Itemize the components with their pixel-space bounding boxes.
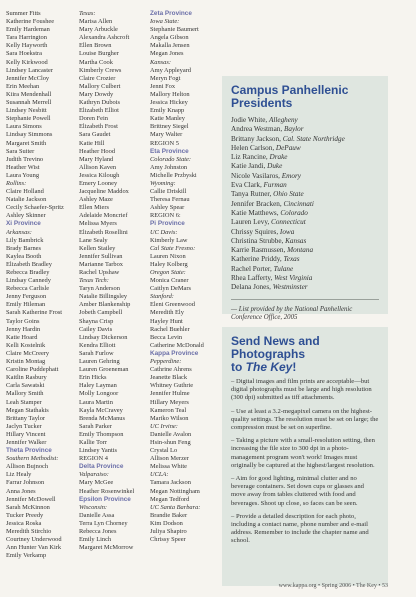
president-name: Chrissy Squires,	[231, 227, 280, 236]
member-name: Jaclyn Tucker	[6, 422, 42, 430]
president-entry	[231, 181, 379, 190]
province-heading: Xi Province	[6, 220, 41, 228]
president-entry	[231, 135, 379, 144]
guideline-paragraph: – Provide a detailed description for each photo, including a contact name, phone number and e-mail address. Remember to include the chapter name and school.	[231, 512, 369, 545]
region-label: REGION 4	[79, 455, 108, 463]
member-name: Lindsey Nesbitt	[6, 107, 47, 115]
member-name: Lindsay Cannedy	[6, 277, 51, 285]
send-news-box	[222, 327, 388, 586]
member-name: Hillary Vincent	[6, 430, 46, 438]
president-school: Drake	[269, 153, 288, 162]
member-name: Laura Martin	[79, 398, 113, 406]
president-entry	[231, 237, 379, 246]
member-name: Sara Suiter	[6, 147, 35, 155]
member-name: Amy Appleyard	[150, 66, 191, 74]
president-name: Liz Rancine,	[231, 153, 270, 162]
school-label: Valparaiso:	[79, 471, 109, 479]
president-name: Helen Carlson,	[231, 143, 276, 152]
guideline-paragraph: – Use at least a 3.2-megapixel camera on the highest-quality settings. The resolution must be set on large; the compression must be set on superfine.	[231, 407, 379, 432]
presidents-source-note: — List provided by the National Panhellenic Conference Office, 2005	[231, 305, 353, 322]
member-name: Ellen Miers	[79, 204, 109, 212]
president-name: Jennifer Bracken,	[231, 199, 284, 208]
divider	[231, 299, 379, 300]
guideline-paragraph: – Digital images and film prints are acceptable—but digital photographs must be large and high resolution (300 dpi) submitted as tiff attachments.	[231, 378, 372, 402]
guideline-paragraph: – Taking a picture with a small-resolution setting, then increasing the file size to 300 dpi in a photo-management program won't work! Images must originally be captured at the highest/largest resolution.	[231, 437, 375, 469]
member-name: Brandie Baker	[150, 511, 188, 519]
member-name: Marianne Tarbox	[79, 260, 123, 268]
member-name: Laura Simons	[6, 123, 42, 131]
member-name: Danielle Avalon	[150, 430, 192, 438]
member-name: Amber Blankenship	[79, 301, 131, 309]
president-entry	[231, 255, 379, 264]
panhellenic-presidents-box	[222, 76, 388, 322]
president-name: Tanya Rutner,	[231, 190, 274, 199]
president-entry	[231, 246, 379, 255]
member-name: Claire McCreery	[6, 349, 50, 357]
president-name: Delana Jones,	[231, 283, 273, 292]
member-name: Leah Stamper	[6, 398, 42, 406]
president-name: Katie Matthews,	[231, 208, 281, 217]
school-label: Southern Methodist:	[6, 455, 59, 463]
member-name: Kendra Elliott	[79, 341, 116, 349]
member-name: Tucker Preedy	[6, 511, 44, 519]
member-name: Brenda McManus	[79, 414, 125, 422]
school-label: UC Santa Barbara:	[150, 503, 201, 511]
member-name: Jennifer McCloy	[6, 74, 50, 82]
send-news-title	[231, 335, 388, 374]
member-name: Elizabeth Bradley	[6, 260, 52, 268]
province-heading: Eta Province	[150, 147, 189, 155]
member-name: Jenni Fox	[150, 82, 176, 90]
president-school: Texas	[283, 255, 300, 264]
president-entry	[231, 172, 379, 181]
member-name: Katie Hill	[79, 139, 105, 147]
school-label: Rollins:	[6, 179, 27, 187]
member-name: Cailey Davis	[79, 325, 113, 333]
member-name: Jennifer Sullivan	[79, 252, 123, 260]
region-label: REGION 5	[150, 139, 179, 147]
member-name: Allison Bujnoch	[6, 463, 49, 471]
member-name: Melissa White	[150, 463, 187, 471]
president-school: Allegheny	[269, 116, 298, 124]
president-entry	[231, 116, 379, 125]
member-name: Sarah McKinnon	[6, 503, 50, 511]
member-name: Lily Bambrick	[6, 236, 44, 244]
member-name: Summer Fitts	[6, 10, 41, 17]
member-name: Lindsay Simmons	[6, 131, 53, 139]
member-name: Taryn Anderson	[79, 285, 120, 293]
member-name: Shayna Crisp	[79, 317, 114, 325]
member-name: Elizabeth Elliot	[79, 107, 119, 115]
member-name: Emily Verkamp	[6, 552, 47, 560]
member-name: Heather Wist	[6, 163, 40, 171]
member-name: Rebecca Carlisle	[6, 285, 50, 293]
member-name: Judith Trevino	[6, 155, 44, 163]
member-name: Jeanette Black	[150, 374, 188, 382]
president-name: Katherine Priddy,	[231, 255, 284, 264]
president-school: Montana	[287, 246, 314, 255]
page-footer: www.kappa.org • Spring 2006 • The Key • 53	[278, 583, 388, 589]
member-name: Mary Arbuckle	[79, 26, 118, 34]
member-name: Emily Hileman	[6, 301, 46, 309]
school-label: Stanford:	[150, 293, 174, 301]
member-name: Martha Cook	[79, 58, 113, 66]
member-name: Marisa Allen	[79, 18, 113, 26]
province-heading: Delta Province	[79, 463, 124, 471]
school-label: Wisconsin:	[79, 503, 108, 511]
president-school: Furman	[263, 181, 287, 190]
member-name: Allison Kaven	[79, 163, 117, 171]
member-name: Laura Young	[6, 171, 40, 179]
send-title-em: The Key	[245, 360, 293, 374]
member-name: Elizabeth Frost	[79, 123, 118, 131]
member-name: Terra Lyn Chorney	[79, 519, 128, 527]
member-name: Jacqueline Maddox	[79, 188, 129, 196]
member-name: Emery Looney	[79, 179, 118, 187]
province-heading: Kappa Province	[150, 349, 199, 357]
member-name: Katherine Foushee	[6, 18, 55, 26]
president-school: Connecticut	[271, 218, 306, 227]
member-name: Juliya Shapiro	[150, 528, 187, 535]
president-school: Kansas	[285, 236, 307, 245]
member-name: Kaylea Booth	[6, 252, 42, 260]
member-name: Kallie Torr	[79, 438, 108, 446]
member-name: Brittany Taylor	[6, 414, 46, 422]
president-name: Karrie Rasmussen,	[231, 246, 288, 255]
member-name: Kimberly Law	[150, 236, 188, 244]
member-name: Mallory Culbert	[79, 82, 121, 90]
member-name: Kelli Kostelnik	[6, 341, 46, 349]
member-name: Heather Hood	[79, 147, 116, 155]
member-name: Hillary Meyers	[150, 398, 189, 406]
president-school: Westminster	[272, 283, 308, 292]
member-name: Hsin-shun Feng	[150, 438, 191, 446]
school-label: UC Irvine:	[150, 422, 178, 430]
member-name: Chrissy Speer	[150, 536, 186, 544]
send-title-line1: Send News and Photographs	[231, 334, 320, 361]
member-name: Angela Gibson	[150, 34, 189, 42]
member-name: Kaitlin Rasbury	[6, 374, 47, 382]
member-name: Melissa Myers	[79, 220, 117, 228]
school-label: Arkansas:	[6, 228, 32, 236]
member-name: Mariko Wilson	[150, 414, 189, 422]
member-name: Natalie Jackson	[6, 196, 47, 204]
member-name: Allison Merzer	[150, 455, 189, 463]
member-name: Jennifer Walker	[6, 438, 47, 446]
member-name: Jennifer Hulme	[150, 390, 190, 398]
member-name: Heather Rosenwinkel	[79, 487, 135, 495]
member-name: Jessica Hickey	[150, 99, 188, 107]
name-column-1	[6, 10, 76, 560]
member-name: Tara Harrington	[6, 34, 47, 42]
member-name: Emily Thompson	[79, 430, 124, 438]
send-title-suffix: !	[292, 360, 297, 374]
member-name: Sarah Katherine Frost	[6, 309, 63, 317]
member-name: Meredith Ely	[150, 309, 184, 317]
president-entry	[231, 274, 379, 283]
member-name: Theresa Fernau	[150, 196, 190, 204]
member-name: Susannah Merrell	[6, 99, 52, 107]
president-entry	[231, 218, 379, 227]
member-name: Stephanie Baumert	[150, 26, 199, 34]
president-name: Andrea Westman,	[231, 125, 284, 134]
school-label: Kansas:	[150, 58, 171, 66]
president-school: Cincinnati	[283, 199, 314, 208]
school-label: Cal State Fresno:	[150, 244, 196, 252]
member-name: Megan Nottingham	[150, 487, 200, 495]
member-name: Jessica Kilough	[79, 171, 120, 179]
member-name: Makalla Jensen	[150, 42, 190, 50]
member-name: Kiira Mendenhall	[6, 90, 52, 98]
member-name: Caroline Puddephatt	[6, 366, 59, 374]
member-name: Louise Burgher	[79, 50, 119, 58]
member-name: Molly Longoor	[79, 390, 119, 398]
member-name: Ann Hunter Van Kirk	[6, 544, 62, 552]
member-name: Kayla McCravey	[79, 406, 123, 414]
member-name: Sarah Furlow	[79, 349, 114, 357]
member-name: Kellen Stailey	[79, 244, 116, 252]
member-name: Ellen Brown	[79, 42, 112, 50]
member-name: Amy Johnston	[150, 163, 188, 171]
member-name: Mary Walter	[150, 131, 183, 139]
president-entry	[231, 125, 379, 134]
member-name: Meryn Fogt	[150, 74, 181, 82]
member-name: Sara Hoekstra	[6, 50, 43, 58]
school-label: Iowa State:	[150, 18, 180, 26]
president-school: DePauw	[275, 143, 301, 152]
member-name: Kameron Teal	[150, 406, 187, 414]
school-label: Colorado State:	[150, 155, 192, 163]
member-name: Stephanie Powell	[6, 115, 51, 123]
presidents-list	[231, 116, 379, 293]
member-name: Kimberly Crews	[79, 66, 122, 74]
member-name: Katie Hoard	[6, 333, 38, 341]
member-name: Mary McGee	[79, 479, 114, 487]
president-name: Katie Jandi,	[231, 162, 268, 171]
member-name: Megan Jones	[150, 50, 184, 58]
member-name: Kim Dodson	[150, 519, 183, 527]
member-name: Emily Hardeman	[6, 26, 50, 34]
president-school: Duke	[267, 162, 283, 171]
member-name: Rebecca Bradley	[6, 269, 50, 276]
member-name: Carla Sawatski	[6, 382, 45, 390]
president-entry	[231, 153, 379, 162]
member-name: Mary Hyland	[79, 155, 114, 163]
president-school: Cal. State Northridge	[282, 134, 345, 143]
president-entry	[231, 200, 379, 209]
member-name: Kristin Montag	[6, 358, 46, 366]
president-entry	[231, 228, 379, 237]
member-name: Lindsay Dickerson	[79, 333, 128, 341]
president-name: Nicole Vasilaros,	[231, 171, 282, 180]
president-name: Christina Strubbe,	[231, 236, 286, 245]
presidents-title: Campus Panhellenic Presidents	[231, 83, 349, 110]
name-column-2	[79, 10, 149, 552]
member-name: Sarah Parker	[79, 422, 112, 430]
member-name: Catherine McDonald	[150, 341, 204, 349]
president-name: Rachel Porter,	[231, 264, 274, 273]
member-name: Liz Healy	[6, 471, 32, 479]
president-name: Lauren Levy,	[231, 218, 272, 227]
president-entry	[231, 190, 379, 199]
member-name: Haley Layman	[79, 382, 117, 390]
member-name: Emily Linch	[79, 536, 112, 544]
member-name: Cecily Schaefer-Spritz	[6, 204, 64, 212]
member-name: Mallory Helton	[150, 90, 190, 98]
member-name: Callie Driskill	[150, 188, 187, 196]
member-name: Caitlyn DeMars	[150, 285, 191, 293]
member-name: Elizabeth Rosellini	[79, 228, 128, 236]
member-name: Katie Manley	[150, 115, 185, 123]
member-name: Michelle Przbyski	[150, 171, 197, 179]
member-name: Haley Kolberg	[150, 260, 188, 268]
member-name: Ashley Spear	[150, 204, 185, 212]
school-label: Oregon State:	[150, 269, 186, 276]
region-label: REGION 6:	[150, 212, 181, 220]
member-name: Hayley Hunt	[150, 317, 183, 325]
school-label: Pepperdine:	[150, 358, 182, 366]
member-name: Rachel Buehler	[150, 325, 190, 333]
member-name: Claire Crozier	[79, 74, 116, 82]
member-name: Becca Levin	[150, 333, 183, 341]
member-name: Whitney Guthrie	[150, 382, 194, 390]
member-name: Ashley Maze	[79, 196, 113, 204]
president-school: Emory	[281, 171, 301, 180]
member-name: Emily Knapp	[150, 107, 185, 115]
province-heading: Theta Province	[6, 447, 52, 455]
member-name: Margaret McMorrow	[79, 544, 134, 552]
president-entry	[231, 144, 379, 153]
member-name: Erin Hicks	[79, 374, 107, 382]
member-name: Courtney Underwood	[6, 536, 62, 544]
president-name: Rhea Lafferty,	[231, 274, 275, 283]
member-name: Lauren Groeneman	[79, 366, 129, 374]
member-name: Tamara Jackson	[150, 479, 191, 487]
member-name: Lindsey Yantis	[79, 447, 117, 455]
member-name: Lauren Gehring	[79, 358, 120, 366]
member-name: Crystal Lo	[150, 447, 178, 455]
member-name: Sara Gaudet	[79, 131, 111, 139]
send-title-prefix: to	[231, 360, 246, 374]
member-name: Danielle Assa	[79, 511, 115, 519]
member-name: Rebecca Jones	[79, 528, 117, 535]
president-school: Ohio State	[273, 190, 304, 199]
send-news-guidelines	[222, 378, 388, 546]
member-name: Alexandra Ashcroft	[79, 34, 130, 42]
member-name: Rachel Upshaw	[79, 269, 120, 276]
school-label: UCLA:	[150, 471, 169, 479]
president-entry	[231, 283, 379, 292]
member-name: Eleni Greenwood	[150, 301, 195, 309]
member-name: Adelaide Moncrief	[79, 212, 128, 220]
president-school: Iowa	[279, 227, 295, 236]
school-label: Wyoming:	[150, 179, 176, 187]
member-name: Natalie Billingsley	[79, 293, 128, 301]
member-name: Farrar Johnson	[6, 479, 45, 487]
guideline-paragraph: – Aim for good lighting, minimal clutter and no beverage containers. Set down cups or glasses and move away from tables cluttered with food and beverages. Shoot up close, so faces can be seen.	[231, 475, 364, 507]
member-name: Megan Stathakis	[6, 406, 49, 414]
president-entry	[231, 209, 379, 218]
member-name: Jennifer McDowell	[6, 495, 56, 503]
president-name: Brittany Jackson,	[231, 134, 283, 143]
member-name: Brady Barnes	[6, 244, 41, 252]
member-name: Mallory Smith	[6, 390, 44, 398]
member-name: Mary Dowdy	[79, 90, 114, 98]
name-column-3	[150, 10, 220, 544]
member-name: Jobeth Campbell	[79, 309, 123, 317]
school-label: Texas:	[79, 10, 96, 17]
member-name: Cathrine Ahrens	[150, 366, 192, 374]
president-school: Colorado	[280, 208, 308, 217]
school-label: Texas Tech:	[79, 277, 109, 285]
president-school: Tulane	[273, 264, 294, 273]
member-name: Lauren Nixon	[150, 252, 186, 260]
member-name: Erin Meehan	[6, 82, 40, 90]
president-school: West Virginia	[274, 274, 313, 283]
province-heading: Epsilon Province	[79, 495, 131, 503]
member-name: Meredith Stirchio	[6, 528, 52, 535]
member-name: Brittney Siegel	[150, 123, 189, 131]
member-name: Jessica Roska	[6, 519, 42, 527]
province-heading: Pi Province	[150, 220, 185, 228]
president-name: Eva Clark,	[231, 181, 264, 190]
member-name: Kelly Kirkwood	[6, 58, 48, 66]
member-name: Monica Craner	[150, 277, 189, 285]
member-name: Kelly Hayworth	[6, 42, 48, 50]
member-name: Doren Fein	[79, 115, 108, 123]
member-name: Lindsey Lancaster	[6, 66, 54, 74]
president-school: Baylor	[283, 125, 304, 134]
school-label: UC Davis:	[150, 228, 178, 236]
member-name: Anna Jones	[6, 487, 36, 495]
province-heading: Zeta Province	[150, 10, 192, 17]
member-name: Claire Holland	[6, 188, 44, 196]
president-entry	[231, 162, 379, 171]
president-entry	[231, 265, 379, 274]
member-name: Megan Tedford	[150, 495, 190, 503]
member-name: Kathryn Dubois	[79, 99, 121, 107]
member-name: Jenny Ferguson	[6, 293, 47, 301]
member-name: Margaret Smith	[6, 139, 47, 147]
member-name: Lane Sealy	[79, 236, 108, 244]
member-name: Ashley Skinner	[6, 212, 46, 220]
member-name: Jenny Hardin	[6, 325, 41, 333]
member-name: Taylor Goins	[6, 317, 40, 325]
president-name: Jodie White,	[231, 116, 269, 124]
